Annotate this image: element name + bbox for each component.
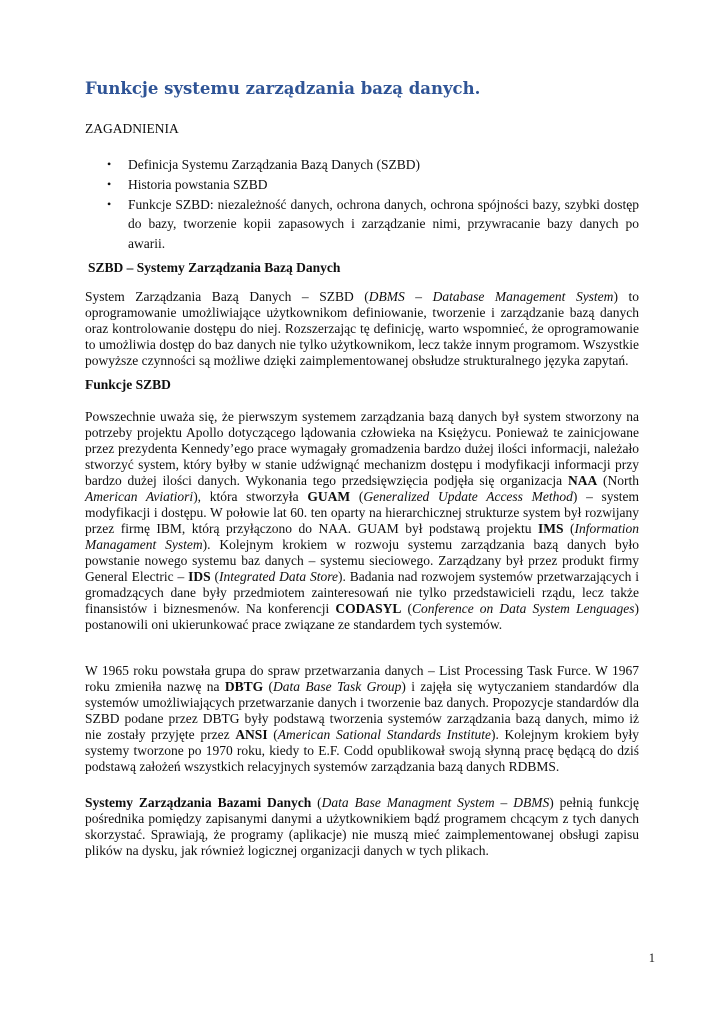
section-heading-szbd: SZBD – Systemy Zarządzania Bazą Danych bbox=[88, 259, 341, 275]
list-item bbox=[107, 155, 639, 175]
paragraph-history-apollo: Powszechnie uważa się, że pierwszym systemem zarządzania bazą danych był system stworzony na potrzeby projektu Apollo dotyczącego lądowania człowieka na Księżycu. Ponieważ te zainicjowane przez prezydenta Kennedy’ego prace wymagały gromadzenia bardzo dużej ilości informacji, należało stworzyć system, który byłby w stanie udźwignąć mechanizm dostępu i modyfikacji informacji przy bardzo dużej ilości danych. Wykonania tego przedsięwzięcia podjęła się organizacja NAA (North American Aviatiori), która stworzyła GUAM (Generalized Update Access Method) – system modyfikacji i dostępu. W połowie lat 60. ten oparty na hierarchicznej strukturze system był rozwijany przez firmę IBM, którą przyłączono do NAA. GUAM był podstawą projektu IMS (Information Managament System). Kolejnym krokiem w rozwoju systemu zarządzania bazą danych było powstanie nowego systemu baz danych – systemu sieciowego. Zarządzany był przez produkt firmy General Electric – IDS (Integrated Data Store). Badania nad rozwojem systemów przetwarzających i gromadzących dane były przedmiotem zainteresowań nie tylko przedstawicieli rządu, lecz także finansistów i biznesmenów. Na konferencji CODASYL (Conference on Data System Lenguages) postanowili oni ukierunkować prace związane ze standardem tych systemów. bbox=[85, 408, 640, 632]
list-item bbox=[107, 175, 639, 195]
agenda-list bbox=[85, 155, 639, 254]
bullet-icon: • bbox=[107, 176, 112, 191]
list-item bbox=[107, 195, 639, 254]
paragraph-szbd-definition: System Zarządzania Bazą Danych – SZBD (DBMS – Database Management System) to oprogramowanie umożliwiające użytkownikom definiowanie, tworzenie i zarządzanie bazą danych oraz kontrolowanie dostępu do niej. Rozszerzając tę definicję, warto wspomnieć, że oprogramowanie to umożliwia dostęp do baz danych nie tylko użytkownikom, lecz także innym programom. Wszystkie powyższe czynności są możliwe dzięki zaimplementowanej obsłudze strukturalnego języka zapytań. bbox=[85, 288, 639, 368]
paragraph-dbms-role: Systemy Zarządzania Bazami Danych (Data Base Managment System – DBMS) pełnią funkcję pośrednika pomiędzy zapisanymi danymi a użytkownikiem bądź programem chcącym z tych danych skorzystać. Sprawiają, że programy (aplikacje) nie muszą mieć zaimplementowanej obsługi zapisu plików na dysku, jak również logicznej organizacji danych w tych plikach. bbox=[85, 794, 640, 858]
paragraph-dbtg-ansi: W 1965 roku powstała grupa do spraw przetwarzania danych – List Processing Task Furce. W 1967 roku zmieniła nazwę na DBTG (Data Base Task Group) i zajęła się wytyczaniem standardów dla systemów umożliwiających przetwarzanie danych i tworzenie baz danych. Propozycje standardów dla SZBD podane przez DBTG były podstawą tworzenia systemów zarządzania bazą danych, mimo iż nie zostały przyjęte przez ANSI (American Sational Standards Institute). Kolejnym krokiem były systemy tworzone po 1970 roku, kiedy to E.F. Codd opublikował swoją słynną pracę będącą do dziś podstawą założeń wszystkich relacyjnych systemów zarządzania bazą danych RDBMS. bbox=[85, 662, 639, 774]
list-item-text: Historia powstania SZBD bbox=[128, 176, 268, 192]
agenda-heading: ZAGADNIENIA bbox=[85, 121, 179, 136]
page-number: 1 bbox=[648, 951, 655, 965]
bullet-icon: • bbox=[107, 196, 112, 211]
section-heading-funkcje-szbd: Funkcje SZBD bbox=[85, 376, 171, 392]
document-body bbox=[85, 78, 639, 859]
bullet-icon: • bbox=[107, 157, 112, 171]
list-item-text: Definicja Systemu Zarządzania Bazą Danych (SZBD) bbox=[128, 157, 421, 172]
document-title: Funkcje systemu zarządzania bazą danych. bbox=[85, 79, 481, 98]
list-item-text: Funkcje SZBD: niezależność danych, ochrona danych, ochrona spójności bazy, szybki dostęp do bazy, tworzenie kopii zapasowych i zarządzanie nimi, przywracanie bazy danych po awarii. bbox=[128, 196, 639, 252]
